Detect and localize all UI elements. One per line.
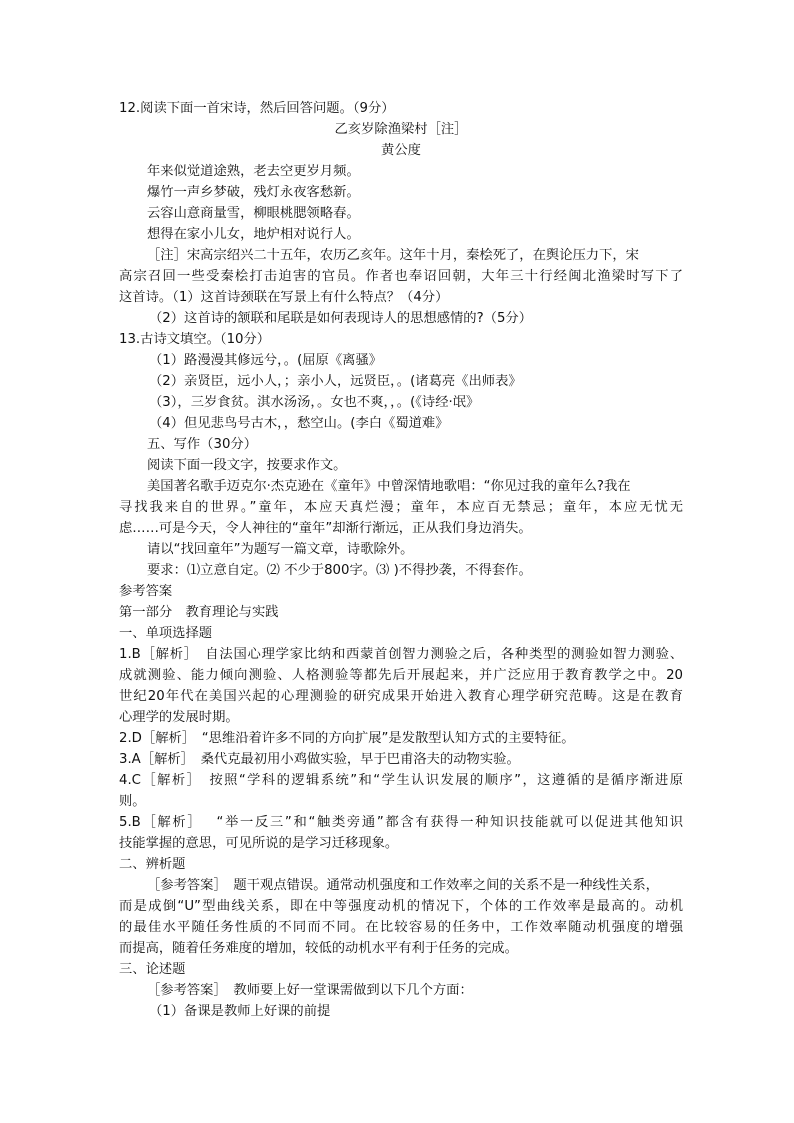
answers-part1: 第一部分 教育理论与实践 [119,605,279,620]
poem-note: 高宗召回一些受秦桧打击迫害的官员。作者也奉诏回朝，大年三十行经闽北渔梁时写下了 [119,269,683,284]
q13-item: （2）亲贤臣，远小人，；亲小人，远贤臣，。(诸葛亮《出师表》 [149,374,522,389]
answer-3: 3.A［解析］ 桑代克最初用小鸡做实验，早于巴甫洛夫的动物实验。 [119,752,520,767]
writing-passage: 寻找我来自的世界。”童年，本应天真烂漫；童年，本应百无禁忌；童年，本应无忧无 [119,500,683,515]
q12-heading: 12.阅读下面一首宋诗，然后回答问题。（9分） [119,101,395,116]
answers-section: 二、辨析题 [119,857,186,872]
poem-author: 黄公度 [381,143,421,158]
writing-passage: 虑……可是今天，令人神往的“童年”却渐行渐远，正从我们身边消失。 [119,521,532,536]
q12-sub1: 这首诗。（1）这首诗颈联在写景上有什么特点？（4分） [119,290,449,305]
answers-section: 一、单项选择题 [119,626,213,641]
answer-5: 5.B［解析］ “举一反三”和“触类旁通”都含有获得一种知识技能就可以促进其他知识 [119,815,683,830]
writing-passage: 美国著名歌手迈克尔·杰克逊在《童年》中曾深情地歌唱：“你见过我的童年么?我在 [147,479,631,494]
answer-4: 4.C［解析］ 按照“学科的逻辑系统”和“学生认识发展的顺序”，这遵循的是循序渐进原 [119,773,683,788]
poem-line: 爆竹一声乡梦破，残灯永夜客愁新。 [147,185,360,200]
answers-heading: 参考答案 [119,584,173,599]
poem-line: 云容山意商量雪，柳眼桃腮领略春。 [147,206,360,221]
answer-b: ［参考答案］ 题干观点错误。通常动机强度和工作效率之间的关系不是一种线性关系， [147,878,659,893]
writing-task: 请以“找回童年”为题写一篇文章，诗歌除外。 [147,542,414,557]
writing-requirements: 要求：⑴立意自定。⑵ 不少于800字。⑶ )不得抄袭，不得套作。 [147,563,532,578]
poem-line: 想得在家小儿女，地炉相对说行人。 [147,227,360,242]
answer-4: 则。 [119,794,146,809]
q13-heading: 13.古诗文填空。（10分） [119,332,271,347]
q12-sub2: （2）这首诗的颔联和尾联是如何表现诗人的思想感情的?（5分） [149,311,532,326]
answer-c: （1）备课是教师上好课的前提 [149,1004,331,1019]
answer-1: 1.B［解析］ 自法国心理学家比纳和西蒙首创智力测验之后，各种类型的测验如智力测验、 [119,647,683,662]
poem-title: 乙亥岁除渔梁村［注］ [334,122,468,137]
answer-5: 技能掌握的意思，可见所说的是学习迁移现象。 [119,836,399,851]
answer-1: 心理学的发展时期。 [119,710,239,725]
answer-1: 世纪20年代在美国兴起的心理测验的研究成果开始进入教育心理学研究范畴。这是在教育 [119,689,683,704]
q13-item: （4）但见悲鸟号古木，，愁空山。(李白《蜀道难》 [149,416,449,431]
answer-c: ［参考答案］ 教师要上好一堂课需做到以下几个方面： [147,983,473,998]
poem-note: ［注］宋高宗绍兴二十五年，农历乙亥年。这年十月，秦桧死了，在舆论压力下，宋 [147,248,639,263]
poem-line: 年来似觉道途熟，老去空更岁月频。 [147,164,360,179]
q13-item: （1）路漫漫其修远兮，。(屈原《离骚》 [149,353,383,368]
q13-item: （3），三岁食贫。淇水汤汤，。女也不爽，，。(《诗经·氓》 [149,395,480,410]
answer-2: 2.D［解析］ “思维沿着许多不同的方向扩展”是发散型认知方式的主要特征。 [119,731,575,746]
answer-b: 而提高，随着任务难度的增加，较低的动机水平有利于任务的完成。 [119,941,518,956]
answer-b: 的最佳水平随任务性质的不同而不同。在比较容易的任务中，工作效率随动机强度的增强 [119,920,683,935]
writing-heading: 五、写作（30分） [147,437,257,452]
answer-1: 成就测验、能力倾向测验、人格测验等都先后开展起来，并广泛应用于教育教学之中。20 [119,668,683,683]
answers-section: 三、论述题 [119,962,186,977]
answer-b: 而是成倒“U”型曲线关系，即在中等强度动机的情况下，个体的工作效率是最高的。动机 [119,899,683,914]
writing-intro: 阅读下面一段文字，按要求作文。 [147,458,347,473]
